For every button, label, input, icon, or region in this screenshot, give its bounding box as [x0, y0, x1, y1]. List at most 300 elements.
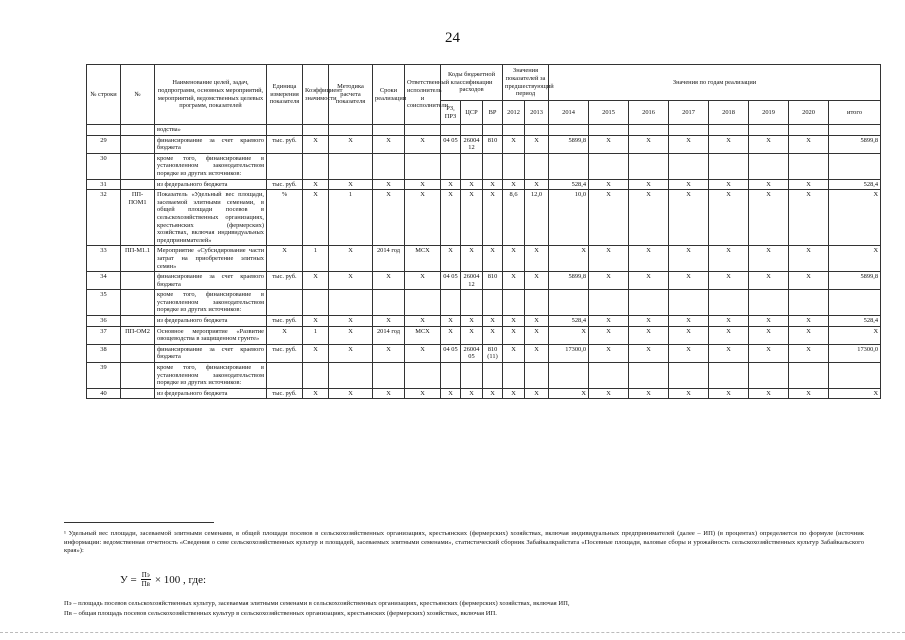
row-2018: Х [709, 246, 749, 272]
row-2015 [589, 125, 629, 136]
table-row [87, 246, 881, 272]
row-2017 [669, 363, 709, 389]
header-2019: 2019 [749, 101, 789, 125]
row-2013: 12,0 [525, 190, 549, 246]
row-code [121, 125, 155, 136]
row-2017: Х [669, 272, 709, 290]
row-2015 [589, 153, 629, 179]
header-2014: 2014 [549, 101, 589, 125]
row-method [329, 290, 373, 316]
row-total: 5899,8 [829, 135, 881, 153]
row-code [121, 290, 155, 316]
footnote-definition-1: Пэ – площадь посевов сельскохозяйственных культур, засеваемая элитными семенами в сельскохозяйственных организациях, крестьянских (фермерских) хозяйствах, включая ИП, [64, 600, 570, 607]
table-row [87, 363, 881, 389]
row-term: Х [373, 344, 405, 362]
page-number: 24 [445, 30, 460, 46]
row-2017 [669, 153, 709, 179]
row-2016: Х [629, 326, 669, 344]
row-vr: Х [483, 246, 503, 272]
row-total: Х [829, 190, 881, 246]
row-method: Х [329, 246, 373, 272]
row-2016: Х [629, 135, 669, 153]
header-no: № [121, 65, 155, 125]
row-csr: 26004 12 [461, 272, 483, 290]
row-2015 [589, 290, 629, 316]
row-2016: Х [629, 316, 669, 327]
row-responsible: МСХ [405, 326, 441, 344]
row-term: Х [373, 388, 405, 399]
row-name: Показатель «Удельный вес площади, засеваемой элитными семенами, в общей площади посевов в сельскохозяйственных организациях, крестьянских (фермерских) хозяйствах, включая индивидуальных предпринимателей» [155, 190, 267, 246]
header-unit: Единица измерения показателя [267, 65, 303, 125]
row-rz: 04 05 [441, 344, 461, 362]
footnote-separator [64, 522, 214, 523]
row-term: Х [373, 272, 405, 290]
header-2012: 2012 [503, 101, 525, 125]
row-code [121, 135, 155, 153]
row-unit: тыс. руб. [267, 316, 303, 327]
row-2020 [789, 363, 829, 389]
row-2016 [629, 290, 669, 316]
row-2012 [503, 363, 525, 389]
row-responsible [405, 363, 441, 389]
row-term [373, 153, 405, 179]
row-2020: Х [789, 190, 829, 246]
row-rz [441, 290, 461, 316]
row-responsible: МСХ [405, 246, 441, 272]
row-method: Х [329, 179, 373, 190]
row-2018: Х [709, 316, 749, 327]
row-responsible [405, 290, 441, 316]
row-responsible [405, 125, 441, 136]
row-2020: Х [789, 388, 829, 399]
row-unit: % [267, 190, 303, 246]
row-2013: Х [525, 179, 549, 190]
row-2020: Х [789, 316, 829, 327]
row-unit [267, 125, 303, 136]
row-coef: Х [303, 272, 329, 290]
row-rz: Х [441, 179, 461, 190]
row-2020 [789, 125, 829, 136]
row-csr: Х [461, 316, 483, 327]
row-rz: Х [441, 326, 461, 344]
row-csr: Х [461, 246, 483, 272]
row-2015: Х [589, 246, 629, 272]
row-2019: Х [749, 326, 789, 344]
row-2018: Х [709, 190, 749, 246]
row-2017: Х [669, 135, 709, 153]
row-2018: Х [709, 388, 749, 399]
row-total: Х [829, 246, 881, 272]
row-2015: Х [589, 388, 629, 399]
row-coef [303, 363, 329, 389]
row-code: ПП-ПОМ1 [121, 190, 155, 246]
row-2019 [749, 290, 789, 316]
row-name: из федерального бюджета [155, 316, 267, 327]
row-2017 [669, 125, 709, 136]
row-code [121, 316, 155, 327]
row-vr: 810 [483, 135, 503, 153]
row-total: Х [829, 388, 881, 399]
program-indicators-table [86, 64, 881, 399]
row-name: Мероприятие «Субсидирование части затрат на приобретение элитных семян» [155, 246, 267, 272]
row-2014: Х [549, 326, 589, 344]
row-term: Х [373, 190, 405, 246]
row-rz [441, 363, 461, 389]
row-number: 31 [87, 179, 121, 190]
row-2015: Х [589, 344, 629, 362]
row-2018 [709, 363, 749, 389]
row-2017: Х [669, 316, 709, 327]
row-2014: Х [549, 388, 589, 399]
row-2014 [549, 125, 589, 136]
row-2013: Х [525, 316, 549, 327]
header-budget-codes: Коды бюджетной классификации расходов [441, 65, 503, 101]
row-method: Х [329, 135, 373, 153]
table-body [87, 125, 881, 399]
row-2014: 528,4 [549, 179, 589, 190]
row-2013: Х [525, 388, 549, 399]
row-name: кроме того, финансирование в установленном законодательством порядке из других источников: [155, 363, 267, 389]
table-row [87, 179, 881, 190]
row-2017: Х [669, 326, 709, 344]
row-2016: Х [629, 272, 669, 290]
row-2013 [525, 290, 549, 316]
table-row [87, 290, 881, 316]
row-coef: Х [303, 179, 329, 190]
row-2020 [789, 290, 829, 316]
row-method: Х [329, 316, 373, 327]
row-coef: Х [303, 316, 329, 327]
row-name: финансирование за счет краевого бюджета [155, 344, 267, 362]
row-total: 528,4 [829, 316, 881, 327]
row-name: финансирование за счет краевого бюджета [155, 272, 267, 290]
row-code [121, 344, 155, 362]
row-2012: Х [503, 344, 525, 362]
row-vr [483, 125, 503, 136]
row-csr: Х [461, 388, 483, 399]
row-2014: 5899,8 [549, 272, 589, 290]
row-total [829, 125, 881, 136]
row-vr [483, 153, 503, 179]
row-rz: Х [441, 190, 461, 246]
row-responsible: Х [405, 179, 441, 190]
formula-rhs: × 100 , где: [154, 573, 207, 586]
row-2020: Х [789, 246, 829, 272]
row-2017: Х [669, 388, 709, 399]
row-csr [461, 363, 483, 389]
header-name: Наименование целей, задач, подпрограмм, основных мероприятий, мероприятий, ведомственных целевых программ, показателей [155, 65, 267, 125]
row-2019: Х [749, 316, 789, 327]
row-2012: Х [503, 179, 525, 190]
row-2018: Х [709, 135, 749, 153]
row-2019: Х [749, 272, 789, 290]
row-csr [461, 125, 483, 136]
row-code [121, 153, 155, 179]
row-number: 33 [87, 246, 121, 272]
row-coef: 1 [303, 246, 329, 272]
row-2016: Х [629, 179, 669, 190]
row-number: 36 [87, 316, 121, 327]
row-2018 [709, 290, 749, 316]
row-code [121, 179, 155, 190]
header-method: Методика расчета показателя [329, 65, 373, 125]
table-row [87, 135, 881, 153]
table-row [87, 316, 881, 327]
row-coef: Х [303, 344, 329, 362]
row-responsible: Х [405, 135, 441, 153]
row-method: Х [329, 326, 373, 344]
row-2015: Х [589, 135, 629, 153]
row-csr [461, 153, 483, 179]
row-number: 32 [87, 190, 121, 246]
row-2015 [589, 363, 629, 389]
row-method: Х [329, 388, 373, 399]
row-2016 [629, 125, 669, 136]
row-term: Х [373, 179, 405, 190]
footnote-text: ¹ Удельный вес площади, засеваемой элитными семенами, в общей площади посевов в сельскохозяйственных организациях, крестьянских (фермерских) хозяйствах, включая индивидуальных предпринимателей (далее – ИП) (в процентах) определяется по формуле (источник информации: ведомственная отчетность «Сведения о севе сельскохозяйственных культур и площадей, засеваемых элитными семенами», статистический сборник Забайкалкрайстата «Посевные площади, валовые сборы и урожайность сельскохозяйственных культур Забайкальского края»): [64, 530, 864, 555]
row-name: кроме того, финансирование в установленном законодательством порядке из других источников: [155, 153, 267, 179]
row-term [373, 125, 405, 136]
row-vr: Х [483, 316, 503, 327]
row-rz [441, 125, 461, 136]
row-2015: Х [589, 272, 629, 290]
row-2014 [549, 153, 589, 179]
row-2016 [629, 363, 669, 389]
row-coef: Х [303, 190, 329, 246]
row-csr: Х [461, 179, 483, 190]
row-responsible: Х [405, 190, 441, 246]
row-rz: Х [441, 388, 461, 399]
row-responsible: Х [405, 344, 441, 362]
row-2020: Х [789, 179, 829, 190]
row-2020: Х [789, 344, 829, 362]
row-rz: 04 05 [441, 135, 461, 153]
row-csr: Х [461, 190, 483, 246]
row-code [121, 272, 155, 290]
row-2012: Х [503, 246, 525, 272]
formula-numerator: Пэ [141, 571, 150, 579]
row-2015: Х [589, 179, 629, 190]
row-2018: Х [709, 344, 749, 362]
row-csr [461, 290, 483, 316]
row-2012: Х [503, 388, 525, 399]
row-unit: тыс. руб. [267, 272, 303, 290]
row-2020: Х [789, 135, 829, 153]
row-responsible [405, 153, 441, 179]
row-2012: Х [503, 316, 525, 327]
row-2018: Х [709, 179, 749, 190]
row-unit: Х [267, 326, 303, 344]
row-term [373, 363, 405, 389]
row-number: 37 [87, 326, 121, 344]
row-code: ПП-М1.1 [121, 246, 155, 272]
header-2013: 2013 [525, 101, 549, 125]
row-coef [303, 290, 329, 316]
row-number: 40 [87, 388, 121, 399]
formula [120, 571, 206, 588]
row-vr: 810 (11) [483, 344, 503, 362]
row-2019 [749, 153, 789, 179]
row-name: Основное мероприятие «Развитие овощеводства в защищенном грунте» [155, 326, 267, 344]
row-term [373, 290, 405, 316]
row-unit: тыс. руб. [267, 388, 303, 399]
row-2019 [749, 363, 789, 389]
row-2020: Х [789, 272, 829, 290]
header-years: Значения по годам реализации [549, 65, 881, 101]
row-2019: Х [749, 179, 789, 190]
header-total: итого [829, 101, 881, 125]
row-2012: Х [503, 272, 525, 290]
row-name: кроме того, финансирование в установленном законодательством порядке из других источников: [155, 290, 267, 316]
row-responsible: Х [405, 316, 441, 327]
row-2014: 10,0 [549, 190, 589, 246]
row-2012 [503, 153, 525, 179]
row-2016 [629, 153, 669, 179]
row-term: 2014 год [373, 246, 405, 272]
row-unit: тыс. руб. [267, 135, 303, 153]
row-vr [483, 363, 503, 389]
row-unit [267, 290, 303, 316]
row-term: Х [373, 135, 405, 153]
row-2014 [549, 290, 589, 316]
row-2013: Х [525, 344, 549, 362]
row-total: 17300,0 [829, 344, 881, 362]
table-row [87, 272, 881, 290]
row-2013: Х [525, 135, 549, 153]
header-rz: РЗ, ПРЗ [441, 101, 461, 125]
header-row-no: № строки [87, 65, 121, 125]
row-2019: Х [749, 246, 789, 272]
row-2018: Х [709, 272, 749, 290]
row-total [829, 363, 881, 389]
row-total [829, 290, 881, 316]
formula-fraction [141, 571, 151, 588]
row-vr: 810 [483, 272, 503, 290]
row-2019: Х [749, 135, 789, 153]
row-csr: Х [461, 326, 483, 344]
row-2019: Х [749, 388, 789, 399]
row-responsible: Х [405, 388, 441, 399]
row-2012: 8,6 [503, 190, 525, 246]
row-method [329, 363, 373, 389]
formula-lhs: У = [120, 573, 137, 586]
row-number: 30 [87, 153, 121, 179]
row-total [829, 153, 881, 179]
row-method: Х [329, 272, 373, 290]
footnote-definition-2: Пв – общая площадь посевов сельскохозяйственных культур в сельскохозяйственных организациях, крестьянских (фермерских) хозяйствах, включая ИП. [64, 610, 497, 617]
row-coef: Х [303, 135, 329, 153]
formula-denominator: Пв [141, 580, 150, 588]
row-term: Х [373, 316, 405, 327]
row-2014: 5899,8 [549, 135, 589, 153]
table-row [87, 326, 881, 344]
row-name: финансирование за счет краевого бюджета [155, 135, 267, 153]
row-responsible: Х [405, 272, 441, 290]
row-2014: Х [549, 246, 589, 272]
row-2016: Х [629, 246, 669, 272]
table-row [87, 388, 881, 399]
row-2013: Х [525, 246, 549, 272]
row-code [121, 363, 155, 389]
row-total: Х [829, 326, 881, 344]
header-responsible: Ответственный исполнитель и соисполнители [405, 65, 441, 125]
row-2019: Х [749, 190, 789, 246]
row-unit: тыс. руб. [267, 344, 303, 362]
row-2012 [503, 290, 525, 316]
row-method: Х [329, 344, 373, 362]
row-2020: Х [789, 326, 829, 344]
row-method [329, 125, 373, 136]
row-2018: Х [709, 326, 749, 344]
row-2016: Х [629, 388, 669, 399]
header-2016: 2016 [629, 101, 669, 125]
row-rz [441, 153, 461, 179]
row-2012 [503, 125, 525, 136]
row-number: 35 [87, 290, 121, 316]
row-csr: 26004 12 [461, 135, 483, 153]
row-2017: Х [669, 246, 709, 272]
row-2014: 528,4 [549, 316, 589, 327]
row-2020 [789, 153, 829, 179]
row-rz: 04 05 [441, 272, 461, 290]
row-2017 [669, 290, 709, 316]
row-vr: Х [483, 388, 503, 399]
row-rz: Х [441, 246, 461, 272]
header-previous-period: Значения показателей за предшествующий период [503, 65, 549, 101]
row-2014 [549, 363, 589, 389]
page-bottom-edge [0, 632, 905, 633]
header-2015: 2015 [589, 101, 629, 125]
row-2018 [709, 153, 749, 179]
row-unit: тыс. руб. [267, 179, 303, 190]
row-csr: 26004 05 [461, 344, 483, 362]
header-2017: 2017 [669, 101, 709, 125]
row-coef: 1 [303, 326, 329, 344]
row-2015: Х [589, 326, 629, 344]
header-coef: Коэффициент значимости [303, 65, 329, 125]
row-number: 29 [87, 135, 121, 153]
row-total: 5899,8 [829, 272, 881, 290]
header-term: Сроки реализации [373, 65, 405, 125]
row-2013: Х [525, 272, 549, 290]
row-rz: Х [441, 316, 461, 327]
row-2013 [525, 363, 549, 389]
table-row [87, 125, 881, 136]
row-2012: Х [503, 326, 525, 344]
row-code [121, 388, 155, 399]
row-2015: Х [589, 316, 629, 327]
table-row [87, 344, 881, 362]
row-2013: Х [525, 326, 549, 344]
row-2016: Х [629, 190, 669, 246]
row-number: 34 [87, 272, 121, 290]
row-number: 39 [87, 363, 121, 389]
row-vr: Х [483, 326, 503, 344]
row-2015: Х [589, 190, 629, 246]
row-name: из федерального бюджета [155, 388, 267, 399]
row-number: 38 [87, 344, 121, 362]
row-vr: Х [483, 190, 503, 246]
row-2014: 17300,0 [549, 344, 589, 362]
header-vr: ВР [483, 101, 503, 125]
row-number [87, 125, 121, 136]
row-method [329, 153, 373, 179]
header-2018: 2018 [709, 101, 749, 125]
row-coef: Х [303, 388, 329, 399]
row-coef [303, 125, 329, 136]
row-2017: Х [669, 190, 709, 246]
row-2018 [709, 125, 749, 136]
